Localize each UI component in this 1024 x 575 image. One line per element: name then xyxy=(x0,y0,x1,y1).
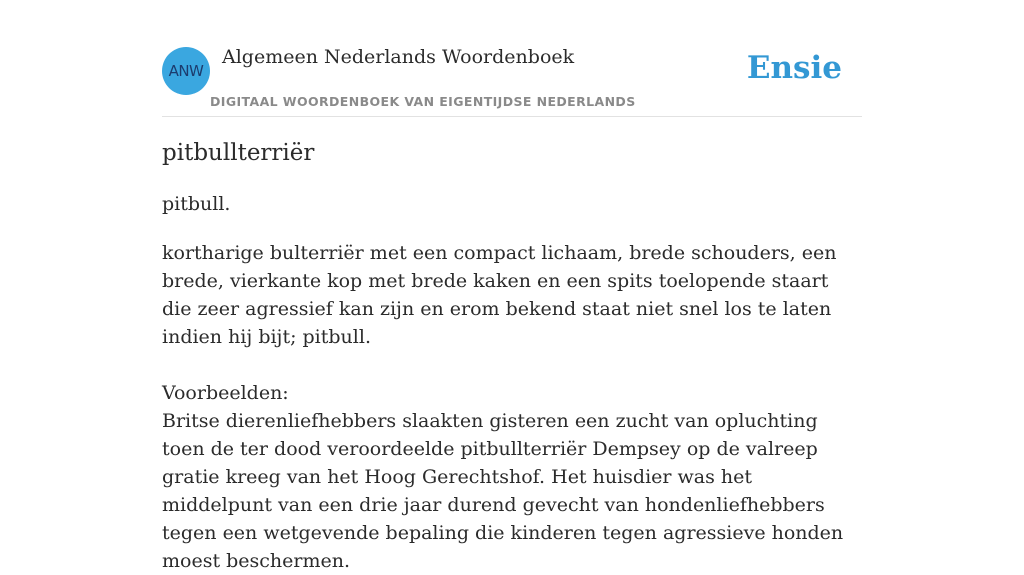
entry-synonym: pitbull. xyxy=(162,193,231,215)
example-text: Britse dierenliefhebbers slaakten gisteren een zucht van opluchting toen de ter dood veroordeelde pitbullterriër Dempsey op de valreep gratie kreeg van het Hoog Gerechtshof. Het huisdier was het middelpunt van een drie jaar durend gevecht van hondenliefhebbers tegen een wetgevende bepaling die kinderen tegen agressieve honden moest beschermen. xyxy=(162,410,844,572)
dictionary-title[interactable]: Algemeen Nederlands Woordenboek xyxy=(222,46,575,68)
entry-definition-block xyxy=(162,239,862,575)
anw-logo[interactable] xyxy=(162,47,210,95)
page xyxy=(162,0,862,572)
dictionary-subtitle: DIGITAAL WOORDENBOEK VAN EIGENTIJDSE NEDERLANDS xyxy=(210,94,636,109)
entry-definition: kortharige bulterriër met een compact lichaam, brede schouders, een brede, vierkante kop met brede kaken en een spits toelopende staart die zeer agressief kan zijn en erom bekend staat niet snel los te laten indien hij bijt; pitbull. xyxy=(162,242,837,348)
entry-headword: pitbullterriër xyxy=(162,140,315,166)
anw-logo-text: ANW xyxy=(168,62,204,80)
ensie-logo[interactable]: Ensie xyxy=(746,50,842,86)
header xyxy=(162,0,862,117)
examples-label: Voorbeelden: xyxy=(162,382,289,404)
